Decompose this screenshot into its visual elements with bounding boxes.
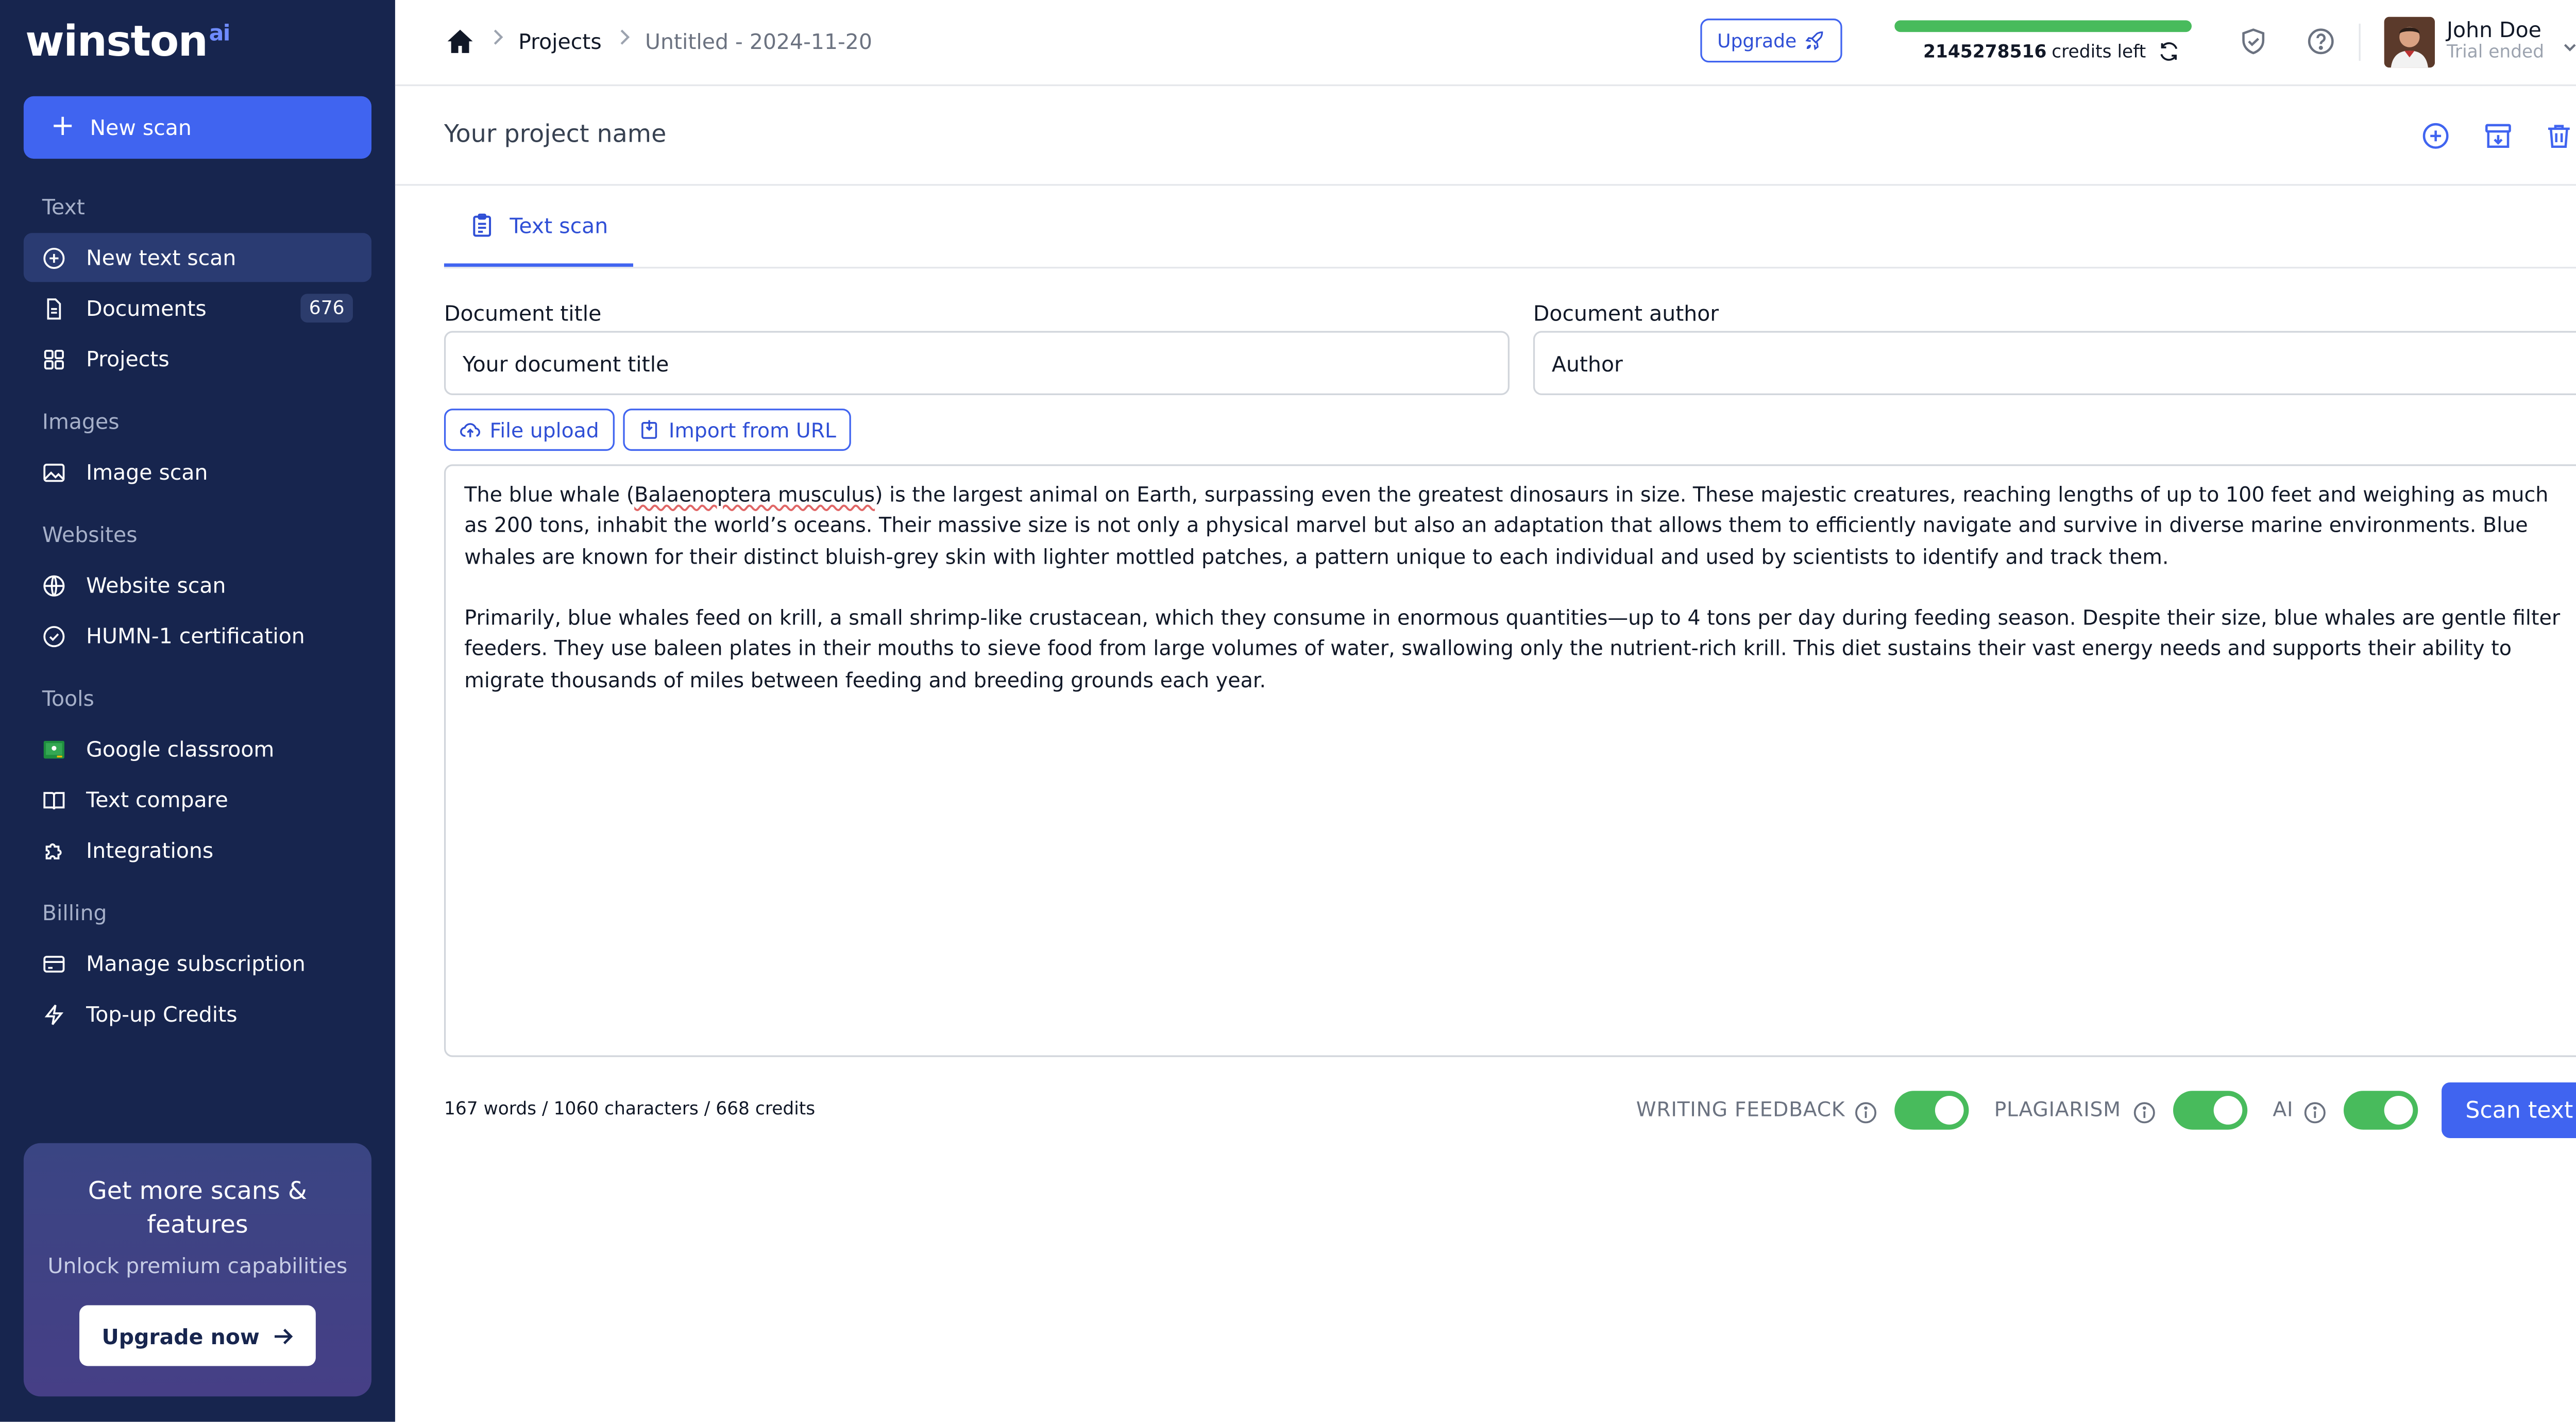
sidebar-item-label: HUMN-1 certification [86, 623, 305, 649]
check-badge-icon [42, 624, 66, 648]
credits-value: 2145278516 [1923, 41, 2047, 62]
chevron-down-icon[interactable] [2562, 30, 2576, 62]
avatar[interactable] [2384, 17, 2435, 67]
scan-text-button[interactable]: Scan text [2442, 1082, 2576, 1138]
cloud-upload-icon [459, 419, 481, 441]
sidebar-item-topup-credits[interactable] [24, 990, 371, 1039]
grid-icon [42, 347, 66, 371]
rocket-icon [1805, 30, 1825, 50]
document-author-input[interactable] [1533, 331, 2576, 395]
lightning-icon [42, 1002, 66, 1026]
toggle-knob [2214, 1096, 2243, 1125]
section-title-websites: Websites [42, 521, 138, 547]
user-name[interactable]: John Doe [2446, 16, 2541, 42]
divider [2359, 24, 2361, 61]
user-status: Trial ended [2446, 42, 2545, 63]
upgrade-label: Upgrade [1717, 29, 1797, 52]
sidebar-item-documents[interactable] [24, 284, 371, 333]
body-text: Primarily, blue whales feed on krill, a small shrimp-like crustacean, which they consume in enormous quantities—up to 4 tons per day during feeding season. Despite their size, blue whales are gentle filter feeders. They use baleen plates in their mouths to sieve food from large volumes of water, swallowing only the nutrient-rich krill. This diet sustains their vast energy needs and supports their ability to migrate thousands of miles between feeding and breeding grounds each year. [464, 606, 2567, 692]
puzzle-icon [42, 838, 66, 862]
section-title-billing: Billing [42, 900, 107, 926]
upgrade-now-label: Upgrade now [101, 1323, 260, 1349]
add-circle-icon[interactable] [2421, 122, 2450, 157]
body-text: ) is the largest animal on Earth, surpassing even the greatest dinosaurs in size. These majestic creatures, reaching lengths of up to 100 feet and weighing as much as 200 tons, inhabit the world’s oceans. Their massive size is not only a physical marvel but also an adaptation that allows them to efficiently navigate and survive in diverse marine environments. Blue whales are known for their distinct bluish-grey skin with lighter mottled patches, a pattern unique to each individual and used by scientists to identify and track them. [464, 483, 2555, 569]
promo-subtitle: Unlock premium capabilities [47, 1252, 348, 1278]
body-text: The blue whale ( [464, 483, 635, 507]
upgrade-button[interactable] [1700, 19, 1842, 62]
toggle-knob [2384, 1096, 2413, 1125]
top-bar [395, 0, 2576, 86]
import-icon [638, 419, 660, 441]
credits-progress-fill [1894, 20, 2192, 32]
sidebar-item-label: Documents [86, 295, 207, 321]
chevron-right-icon [616, 27, 633, 52]
document-author-label: Document author [1533, 300, 1719, 326]
help-icon[interactable] [2307, 27, 2335, 62]
section-title-images: Images [42, 409, 120, 434]
sidebar-item-google-classroom[interactable] [24, 724, 371, 773]
file-upload-label: File upload [489, 418, 599, 442]
sidebar-item-projects[interactable] [24, 334, 371, 383]
arrow-right-icon [272, 1325, 294, 1347]
spellcheck-flagged-text: Balaenoptera musculus [634, 483, 875, 507]
sidebar-item-humn1[interactable] [24, 611, 371, 660]
chevron-right-icon [489, 27, 506, 52]
sidebar-item-website-scan[interactable] [24, 561, 371, 610]
sidebar-item-label: Google classroom [86, 736, 275, 762]
document-icon [42, 296, 66, 320]
info-icon[interactable] [2303, 1099, 2327, 1131]
new-scan-label: New scan [90, 114, 192, 141]
plus-circle-icon [42, 246, 66, 269]
writing-feedback-toggle[interactable] [1894, 1091, 1969, 1129]
document-text-area[interactable] [444, 464, 2576, 1057]
file-upload-button[interactable] [444, 409, 614, 451]
sidebar-item-label: Top-up Credits [86, 1001, 238, 1027]
sidebar-item-label: Image scan [86, 459, 208, 485]
plagiarism-toggle[interactable] [2173, 1091, 2247, 1129]
document-stats: 167 words / 1060 characters / 668 credits [444, 1099, 816, 1120]
credits-remaining [1923, 41, 2180, 63]
plus-icon: + [50, 109, 75, 143]
project-header [395, 86, 2576, 185]
main-content [395, 0, 2576, 1422]
writing-feedback-label: WRITING FEEDBACK [1636, 1097, 1845, 1122]
new-scan-button[interactable] [24, 96, 371, 159]
globe-icon [42, 573, 66, 597]
breadcrumb-current: Untitled - 2024-11-20 [645, 28, 872, 54]
upgrade-now-button[interactable] [79, 1305, 316, 1366]
ai-label: AI [2273, 1097, 2294, 1122]
project-name[interactable]: Your project name [444, 121, 667, 149]
refresh-icon[interactable] [2158, 41, 2180, 63]
sidebar-item-new-text-scan[interactable] [24, 233, 371, 282]
info-icon[interactable] [2132, 1099, 2156, 1131]
document-title-input[interactable] [444, 331, 1510, 395]
sidebar [0, 0, 395, 1422]
sidebar-item-label: New text scan [86, 245, 236, 270]
image-icon [42, 460, 66, 484]
clipboard-icon [469, 212, 495, 237]
tab-bar [444, 186, 2576, 269]
sidebar-item-label: Manage subscription [86, 951, 306, 976]
document-title-label: Document title [444, 300, 602, 326]
section-title-text: Text [42, 194, 85, 220]
ai-toggle[interactable] [2344, 1091, 2418, 1129]
section-title-tools: Tools [42, 685, 94, 711]
toggle-knob [1935, 1096, 1964, 1125]
sidebar-item-label: Projects [86, 346, 170, 372]
shield-check-icon[interactable] [2239, 27, 2268, 62]
sidebar-item-text-compare[interactable] [24, 775, 371, 824]
home-icon[interactable] [446, 27, 474, 62]
breadcrumb-projects[interactable]: Projects [518, 28, 602, 54]
sidebar-item-label: Integrations [86, 837, 214, 863]
upgrade-promo-card [24, 1143, 371, 1397]
tab-text-scan[interactable] [444, 186, 633, 267]
sidebar-item-integrations[interactable] [24, 826, 371, 875]
credits-progress-bar [1894, 20, 2192, 32]
winston-logo[interactable]: winston $^{ai}$ [25, 16, 230, 66]
documents-count-badge: 676 [300, 294, 353, 323]
credit-card-icon [42, 952, 66, 975]
book-open-icon [42, 788, 66, 811]
info-icon[interactable] [1854, 1099, 1878, 1131]
trash-icon[interactable] [2545, 122, 2573, 157]
plagiarism-label: PLAGIARISM [1994, 1097, 2121, 1122]
import-url-label: Import from URL [668, 418, 836, 442]
sidebar-item-manage-subscription[interactable] [24, 939, 371, 988]
archive-icon[interactable] [2484, 122, 2513, 157]
credits-label: credits left [2052, 41, 2146, 62]
promo-title: Get more scans & features [88, 1178, 307, 1240]
sidebar-item-label: Text compare [86, 787, 228, 812]
import-url-button[interactable] [623, 409, 851, 451]
sidebar-item-image-scan[interactable] [24, 448, 371, 497]
sidebar-item-label: Website scan [86, 572, 226, 598]
tab-label: Text scan [510, 212, 608, 238]
google-classroom-icon [42, 737, 66, 761]
